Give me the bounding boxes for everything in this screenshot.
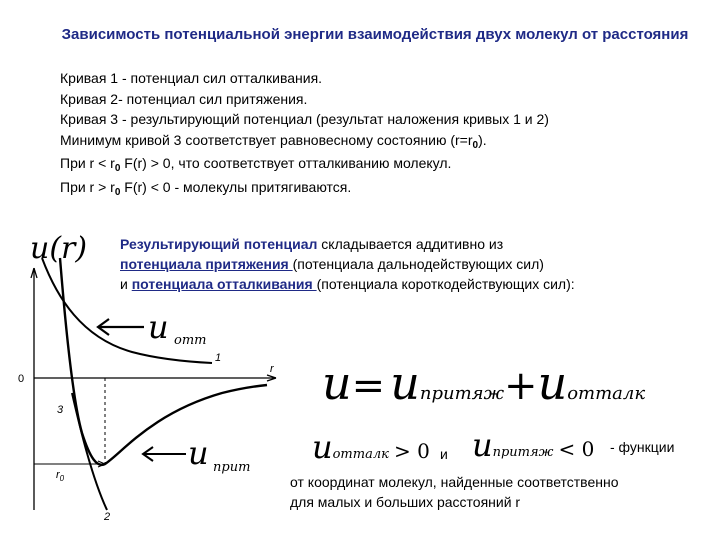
line-minimum — [60, 130, 710, 154]
bottom-text — [290, 472, 710, 512]
curve-2-label: 2 — [104, 511, 111, 523]
condition-attraction — [472, 426, 594, 464]
line-attraction-start: При r > r — [60, 178, 115, 195]
potential-energy-graph — [12, 228, 284, 528]
y-axis-label: u(r) — [30, 231, 88, 266]
line-repulsion — [60, 153, 710, 177]
formula-equals: = — [351, 363, 386, 409]
formula-plus: + — [504, 363, 538, 409]
bottom-line-1: от координат молекул, найденные соответственно — [290, 474, 619, 490]
resulting-potential-term: Результирующий потенциал — [120, 236, 318, 252]
condition-attraction-subscript: притяж — [492, 445, 554, 460]
condition-u-attraction: u — [472, 426, 493, 464]
formula-repulsion-subscript: отталк — [567, 383, 646, 404]
r0-subscript: 0 — [472, 139, 479, 151]
x-axis-label: r — [270, 363, 274, 375]
line-attraction-rest: F(r) < 0 - молекулы притягиваются. — [120, 178, 352, 195]
condition-attraction-relation: < 0 — [558, 437, 595, 461]
formula-u-repulsion: u — [537, 356, 568, 410]
and-word: и — [440, 446, 448, 462]
condition-repulsion-subscript: отталк — [332, 447, 389, 462]
functions-label: - функции — [610, 439, 675, 455]
formula-u-attraction: u — [390, 356, 420, 410]
line-minimum-text: Минимум кривой 3 соответствует равновесному состоянию (r=r — [60, 131, 473, 148]
slide-title: Зависимость потенциальной энергии взаимодействия двух молекул от расстояния — [61, 26, 689, 43]
arrow-u-prit-symbol: u — [188, 434, 209, 472]
para-text-4: (потенциала короткодействующих сил): — [316, 276, 575, 292]
r0-subscript: 0 — [114, 186, 121, 198]
condition-repulsion-relation: > 0 — [393, 439, 430, 463]
line-minimum-end: ). — [478, 131, 487, 148]
origin-label: 0 — [18, 373, 25, 385]
bottom-line-2: для малых и больших расстояний r — [290, 494, 521, 510]
link-repulsion-potential[interactable]: потенциала отталкивания — [131, 276, 317, 292]
arrow-u-prit-subscript: прит — [213, 460, 251, 475]
line-curve-3: Кривая 3 - результирующий потенциал (результат наложения кривых 1 и 2) — [60, 111, 549, 127]
curve-1-label: 1 — [215, 352, 222, 364]
curve-3-resulting — [60, 258, 267, 465]
line-curve-1: Кривая 1 - потенциал сил отталкивания. — [60, 70, 323, 86]
condition-repulsion — [312, 428, 430, 466]
para-text-1: складывается аддитивно из — [317, 236, 504, 252]
line-curve-2: Кривая 2- потенциал сил притяжения. — [60, 90, 308, 107]
condition-u-repulsion: u — [312, 428, 333, 466]
line-attraction — [60, 177, 710, 201]
r0-label: $r_0$ — [56, 469, 65, 483]
arrow-u-ott-subscript: отт — [174, 333, 207, 348]
line-repulsion-rest: F(r) > 0, что соответствует отталкиванию молекул. — [120, 155, 452, 171]
formula-u: u — [322, 356, 352, 410]
r0-subscript: 0 — [114, 163, 121, 174]
arrow-u-ott-symbol: u — [148, 308, 169, 346]
para-text-2: (потенциала дальнодействующих сил) — [292, 256, 544, 272]
line-repulsion-start: При r < r — [60, 155, 115, 171]
superposition-formula — [322, 356, 645, 410]
para-text-3: и — [120, 276, 132, 292]
link-attraction-potential[interactable]: потенциала притяжения — [120, 256, 293, 272]
formula-attraction-subscript: притяж — [419, 383, 505, 404]
curve-3-label: 3 — [57, 404, 64, 416]
description-lines — [60, 68, 710, 200]
